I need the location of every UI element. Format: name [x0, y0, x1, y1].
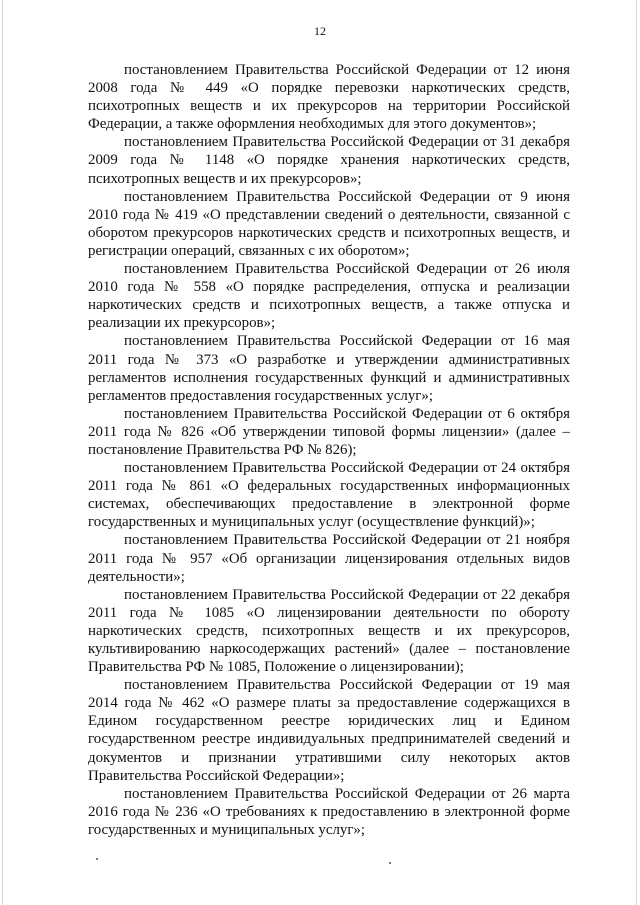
document-body [88, 61, 570, 839]
scan-edge-left [2, 0, 3, 905]
scan-speck [96, 858, 98, 860]
paragraph-resolution-373: постановлением Правительства Российской Федерации от 16 мая 2011 года № 373 «О разработке и утверждении административных регламентов исполнения государственных функций и административных регламентов предоставления государственных услуг»; [88, 333, 570, 404]
paragraph-resolution-826: постановлением Правительства Российской Федерации от 6 октября 2011 года № 826 «Об утверждении типовой формы лицензии» (далее – постановление Правительства РФ № 826); [88, 405, 570, 458]
paragraph-resolution-449: постановлением Правительства Российской Федерации от 12 июня 2008 года № 449 «О порядке перевозки наркотических средств, психотропных веществ и их прекурсоров на территории Российской Федерации, а также оформления необходимых для этого документов»; [88, 62, 570, 133]
paragraph-resolution-419: постановлением Правительства Российской Федерации от 9 июня 2010 года № 419 «О представлении сведений о деятельности, связанной с оборотом прекурсоров наркотических средств и психотропных веществ, и регистрации операций, связанных с их оборотом»; [88, 188, 570, 259]
paragraph-resolution-462: постановлением Правительства Российской Федерации от 19 мая 2014 года № 462 «О размере платы за предоставление содержащихся в Едином государственном реестре юридических лиц и Едином государственном реестре индивидуальных предпринимателей сведений и документов и признании утратившими силу некоторых актов Правительства Российской Федерации»; [88, 677, 570, 784]
paragraph-resolution-861: постановлением Правительства Российской Федерации от 24 октября 2011 года № 861 «О федеральных государственных информационных системах, обеспечивающих предоставление в электронной форме государственных и муниципальных услуг (осуществление функций)»; [88, 460, 570, 531]
scan-speck [389, 862, 391, 864]
paragraph-resolution-236: постановлением Правительства Российской Федерации от 26 марта 2016 года № 236 «О требованиях к предоставлению в электронной форме государственных и муниципальных услуг»; [88, 785, 570, 838]
page-number: 12 [314, 24, 326, 38]
scan-edge-right [636, 0, 637, 905]
paragraph-resolution-957: постановлением Правительства Российской Федерации от 21 ноября 2011 года № 957 «Об организации лицензирования отдельных видов деятельности»; [88, 532, 570, 585]
paragraph-resolution-1085: постановлением Правительства Российской Федерации от 22 декабря 2011 года № 1085 «О лицензировании деятельности по обороту наркотических средств, психотропных веществ и их прекурсоров, культивированию наркосодержащих растений» (далее – постановление Правительства РФ № 1085, Положение о лицензировании); [88, 586, 570, 676]
paragraph-resolution-1148: постановлением Правительства Российской Федерации от 31 декабря 2009 года № 1148 «О порядке хранения наркотических средств, психотропных веществ и их прекурсоров»; [88, 134, 570, 187]
paragraph-resolution-558: постановлением Правительства Российской Федерации от 26 июля 2010 года № 558 «О порядке распределения, отпуска и реализации наркотических средств и психотропных веществ, а также отпуска и реализации их прекурсоров»; [88, 261, 570, 332]
